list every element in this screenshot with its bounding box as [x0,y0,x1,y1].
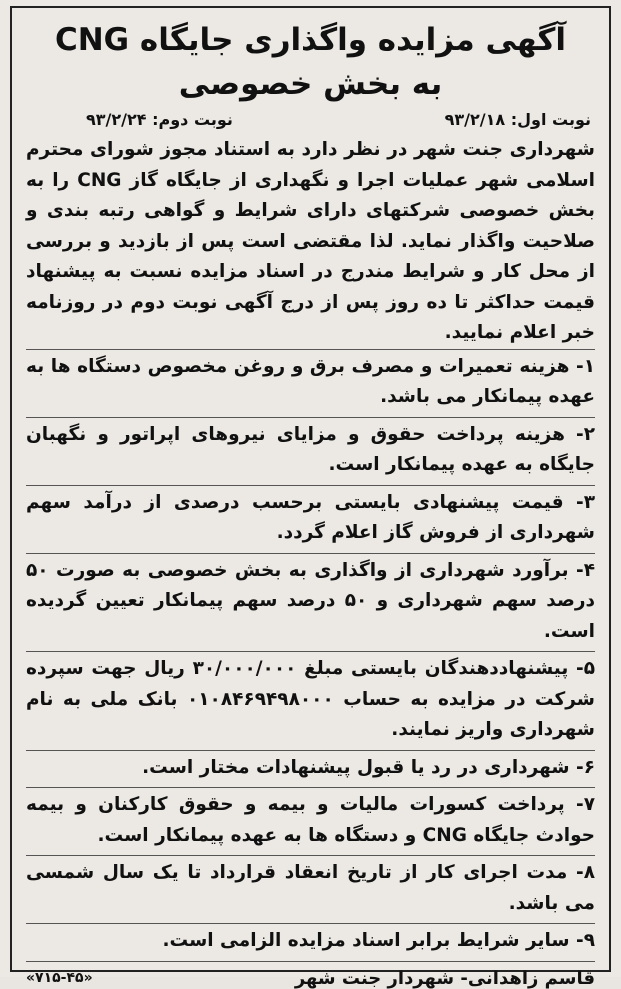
notice-dates [86,110,591,129]
title-line-2: به بخش خصوصی [178,66,443,102]
title-line-1: آگهی مزایده واگذاری جایگاه CNG [54,22,567,58]
first-notice-date: نوبت اول: ۹۳/۲/۱۸ [444,110,591,129]
signature-row [26,961,595,989]
condition-item-1: ۱- هزینه تعمیرات و مصرف برق و روغن مخصوص دستگاه ها به عهده پیمانکار می باشد. [26,349,595,417]
condition-item-5: ۵- پیشنهاددهندگان بایستی مبلغ ۳۰/۰۰۰/۰۰۰ ریال جهت سپرده شرکت در مزایده به حساب ۰۱۰۸۴۶۹۴۹۸۰۰۰ بانک ملی به نام شهرداری واریز نمایند. [26,651,595,750]
notice-frame [10,6,611,989]
condition-item-6: ۶- شهرداری در رد یا قبول پیشنهادات مختار است. [26,750,595,788]
condition-item-4: ۴- برآورد شهرداری از واگذاری به بخش خصوصی به صورت ۵۰ درصد سهم شهرداری و ۵۰ درصد سهم پیمانکار تعیین گردیده است. [26,553,595,652]
condition-item-2: ۲- هزینه پرداخت حقوق و مزایای نیروهای اپراتور و نگهبان جایگاه به عهده پیمانکار است. [26,417,595,485]
condition-item-3: ۳- قیمت پیشنهادی بایستی برحسب درصدی از درآمد سهم شهرداری از فروش گاز اعلام گردد. [26,485,595,553]
signer-name: قاسم زاهدانی- شهردار جنت شهر [294,967,595,989]
ad-code: «۷۱۵-۴۵» [26,970,93,986]
condition-item-7: ۷- پرداخت کسورات مالیات و بیمه و حقوق کارکنان و بیمه حوادث جایگاه CNG و دستگاه ها به عهده پیمانکار است. [26,787,595,855]
second-notice-date: نوبت دوم: ۹۳/۲/۲۴ [86,110,233,129]
condition-item-9: ۹- سایر شرایط برابر اسناد مزایده الزامی است. [26,923,595,961]
intro-paragraph: شهرداری جنت شهر در نظر دارد به استناد مجوز شورای محترم اسلامی شهر عملیات اجرا و نگهداری از جایگاه گاز CNG را به بخش خصوصی شرکتهای دارای شرایط و گواهی رتبه بندی و صلاحیت واگذار نماید. لذا مقتضی است پس از بازدید و بررسی از محل کار و شرایط مندرج در اسناد مزایده نسبت به پیشنهاد قیمت حداکثر تا ده روز پس از درج آگهی نوبت دوم در روزنامه خبر اعلام نمایید. [26,139,595,343]
condition-item-8: ۸- مدت اجرای کار از تاریخ انعقاد قرارداد تا یک سال شمسی می باشد. [26,855,595,923]
